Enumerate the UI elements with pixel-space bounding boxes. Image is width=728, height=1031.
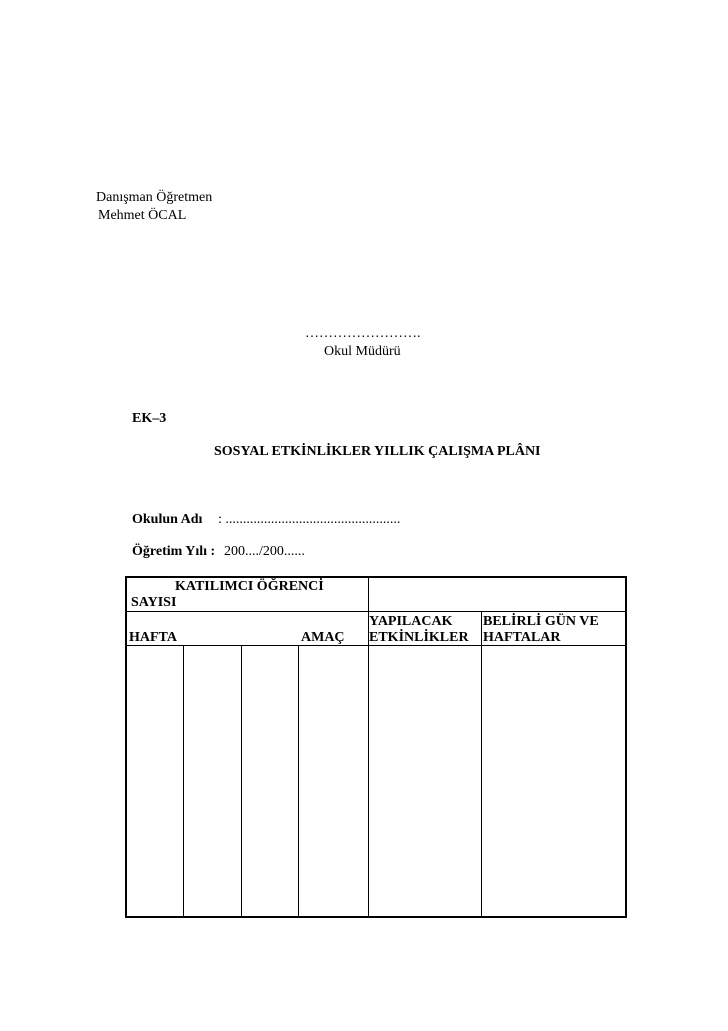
header-participants-line2: SAYISI — [131, 595, 177, 610]
table-col-divider-2 — [241, 645, 242, 916]
header-purpose: AMAÇ — [301, 630, 345, 645]
header-participants-line1: KATILIMCI ÖĞRENCİ — [175, 579, 324, 594]
header-days-line1: BELİRLİ GÜN VE — [483, 614, 599, 629]
table-col-divider-3 — [298, 645, 299, 916]
plan-table — [125, 576, 627, 918]
advisor-title: Danışman Öğretmen — [96, 190, 213, 205]
academic-year-value: 200..../200...... — [224, 544, 305, 559]
header-days-line2: HAFTALAR — [483, 630, 561, 645]
table-header-divider — [127, 611, 625, 612]
document-title: SOSYAL ETKİNLİKLER YILLIK ÇALIŞMA PLÂNI — [214, 444, 541, 459]
advisor-name: Mehmet ÖCAL — [98, 208, 187, 223]
school-name-value: : .................................................. — [218, 512, 401, 527]
principal-signature-dots: ……………………. — [305, 326, 421, 341]
school-name-label: Okulun Adı — [132, 512, 203, 527]
header-activities-line1: YAPILACAK — [369, 614, 453, 629]
header-week: HAFTA — [129, 630, 177, 645]
academic-year-label: Öğretim Yılı : — [132, 544, 216, 559]
annex-label: EK–3 — [132, 411, 167, 426]
table-col-divider-1 — [183, 645, 184, 916]
table-col-divider-activities — [481, 611, 482, 916]
header-activities-line2: ETKİNLİKLER — [369, 630, 469, 645]
principal-title: Okul Müdürü — [324, 344, 401, 359]
